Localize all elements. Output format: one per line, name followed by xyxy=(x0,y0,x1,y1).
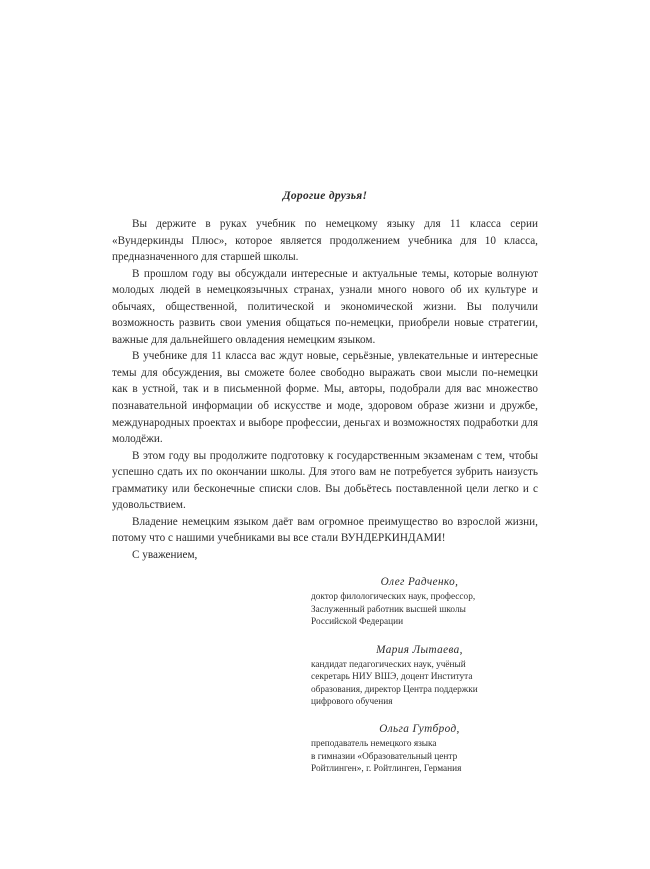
signature-block-lytaeva xyxy=(311,643,538,709)
paragraph-4: В этом году вы продолжите подготовку к государственным экзаменам с тем, чтобы успешно сдать их по окончании школы. Для этого вам не потребуется зубрить наизусть грамматику или бесконечные списки слов. Вы добьётесь поставленной цели легко и с удовольствием. xyxy=(112,449,538,512)
signature-detail-line: доктор филологических наук, профессор, xyxy=(311,592,476,603)
signature-detail-line: кандидат педагогических наук, учёный xyxy=(311,659,466,670)
page-title: Дорогие друзья! xyxy=(282,190,368,202)
signature-detail-line: Российской Федерации xyxy=(311,617,404,628)
signature-list xyxy=(112,575,538,775)
signature-detail-line: цифрового обучения xyxy=(311,696,393,707)
signature-details xyxy=(311,738,538,775)
paragraph-2: В прошлом году вы обсуждали интересные и актуальные темы, которые волнуют молодых людей в немецкоязычных странах, узнали много нового об их культуре и обычаях, общественной, политической и экономической жизни. Вы получили возможность развить свои умения общаться по-немецки, приобрели новые стратегии, важные для дальнейшего овладения немецким языком. xyxy=(112,267,538,346)
paragraph-1: Вы держите в руках учебник по немецкому языку для 11 класса серии «Вундеркинды Плюс», которое является продолжением учебника для 10 класса, предназначенного для старшей школы. xyxy=(112,218,538,264)
signature-details xyxy=(311,591,538,628)
signature-name: Мария Лытаева, xyxy=(376,643,463,656)
paragraph-5: Владение немецким языком даёт вам огромное преимущество во взрослой жизни, потому что с нашими учебниками вы все стали ВУНДЕРКИНДАМИ! xyxy=(112,515,538,545)
signature-block-radchenko xyxy=(311,575,538,628)
signature-detail-line: образования, директор Центра поддержки xyxy=(311,684,478,695)
signature-name: Олег Радченко, xyxy=(380,576,459,589)
signature-block-gutbrod xyxy=(311,722,538,775)
signature-detail-line: Заслуженный работник высшей школы xyxy=(311,604,466,615)
signature-name: Ольга Гутброд, xyxy=(379,723,460,736)
page-content xyxy=(112,190,538,776)
signature-detail-line: Ройтлинген», г. Ройтлинген, Германия xyxy=(311,764,462,775)
closing-salutation: С уважением, xyxy=(132,548,198,561)
signature-details xyxy=(311,659,538,709)
signature-detail-line: секретарь НИУ ВШЭ, доцент Института xyxy=(311,672,473,683)
signature-detail-line: в гимназии «Образовательный центр xyxy=(311,751,458,762)
letter-body xyxy=(112,216,538,547)
signature-detail-line: преподаватель немецкого языка xyxy=(311,739,437,750)
paragraph-3: В учебнике для 11 класса вас ждут новые, серьёзные, увлекательные и интересные темы для обсуждения, вы сможете более свободно выражать свои мысли по-немецки как в устной, так и в письменной форме. Мы, авторы, подобрали для вас множество познавательной информации об искусстве и моде, здоровом образе жизни и дружбе, международных проектах и выборе профессии, деньгах и возможностях подработки для молодёжи. xyxy=(112,350,538,446)
